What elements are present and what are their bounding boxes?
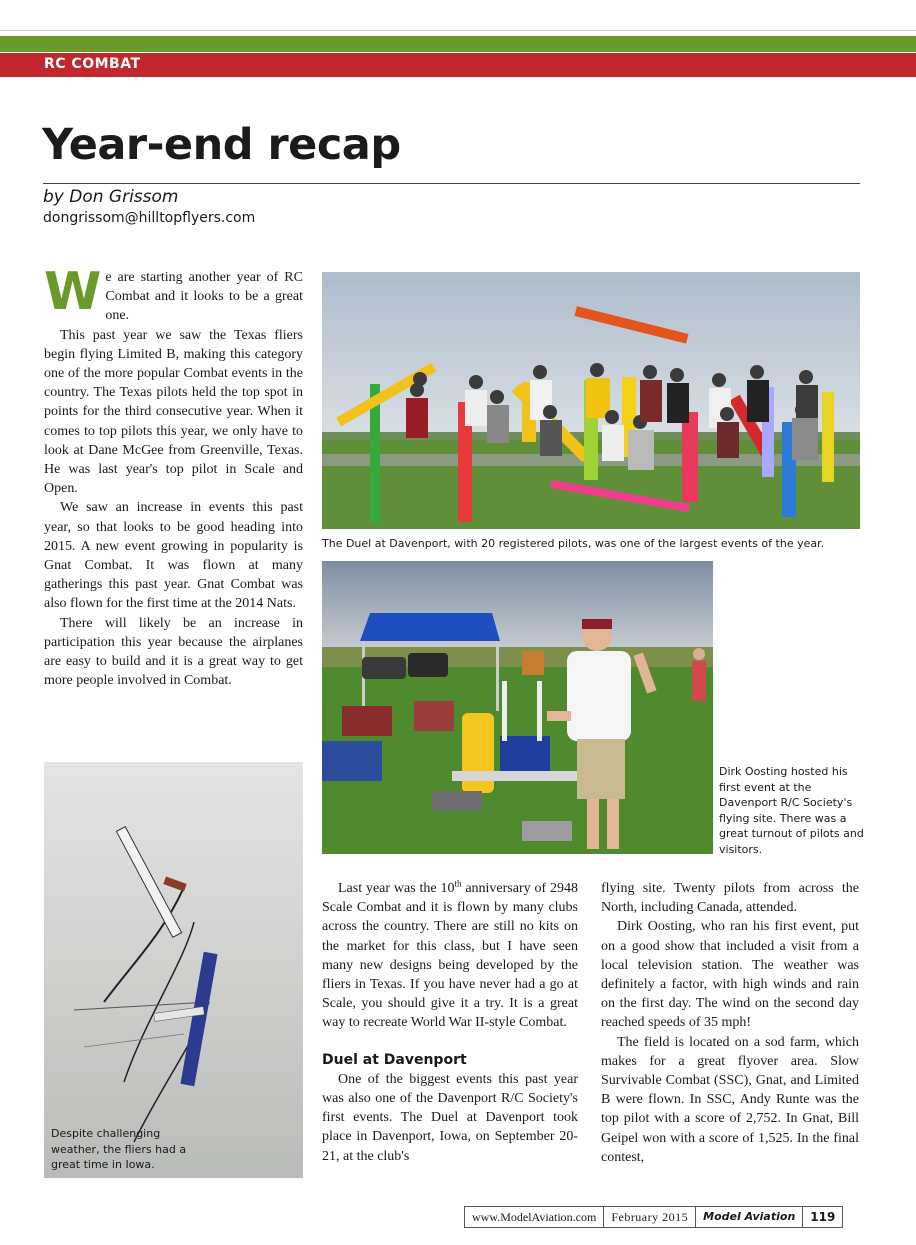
top-rule bbox=[0, 30, 916, 31]
paragraph: The field is located on a sod farm, which makes for a great flyover area. Slow Survivable Combat (SSC), Gnat, and Limited B were flown. In SSC, Andy Runte was the top pilot with a score of 2,752. In Gnat, Bill Geipel won with a score of 1,525. In the final contest, bbox=[601, 1034, 859, 1165]
article-column-3 bbox=[601, 879, 859, 1167]
paragraph: Last year was the 10th anniversary of 2948 Scale Combat and it is flown by many clubs across the country. There are still no kits on the market for this class, but I have seen many new designs being developed by the fliers in Texas. If you have never had a go at Scale, you should give it a try. It is a great way to recreate World War II-style Combat. bbox=[322, 878, 578, 1031]
article-title: Year-end recap bbox=[42, 120, 401, 170]
host-photo-caption: Dirk Oosting hosted his first event at the Davenport R/C Society's flying site. There was a great turnout of pilots and visitors. bbox=[719, 765, 864, 856]
paragraph: flying site. Twenty pilots from across the North, including Canada, attended. bbox=[601, 881, 859, 916]
host-photo bbox=[322, 561, 713, 854]
paragraph: We saw an increase in events this past year, so that looks to be good heading into 2015. A new event growing in popularity is Gnat Combat. It was flown at many gatherings this past year. Gnat Combat was also flown for the first time at the 2014 Nats. bbox=[44, 500, 303, 612]
paragraph: Dirk Oosting, who ran his first event, put on a good show that included a visit from a local television station. The weather was definitely a factor, with high winds and rain on the first day. The wind on the second day reached speeds of 35 mph! bbox=[601, 919, 859, 1031]
title-rule bbox=[43, 183, 860, 184]
dropcap: W bbox=[44, 262, 102, 322]
group-photo-caption: The Duel at Davenport, with 20 registered pilots, was one of the largest events of the year. bbox=[322, 537, 825, 550]
page-number: 119 bbox=[810, 1210, 836, 1224]
article-column-1 bbox=[44, 262, 303, 690]
footer-magazine: Model Aviation bbox=[696, 1207, 803, 1227]
author-email[interactable]: dongrissom@hilltopflyers.com bbox=[43, 210, 256, 226]
section-green-bar bbox=[0, 36, 916, 52]
sky-photo bbox=[44, 762, 303, 1178]
sky-photo-caption: Despite challenging weather, the fliers had a great time in Iowa. bbox=[51, 1127, 187, 1172]
paragraph: This past year we saw the Texas fliers begin flying Limited B, making this category one of the more popular Combat events in the country. The Texas pilots held the top spot in points for the third consecutive year. When it comes to top pilots this year, we only have to look at Dane McGee from Greenville, Texas. He was last year's top pilot in Scale and Open. bbox=[44, 327, 303, 497]
subhead: Duel at Davenport bbox=[322, 1051, 467, 1068]
group-photo bbox=[322, 272, 860, 529]
footer-date: February 2015 bbox=[604, 1207, 696, 1227]
paragraph: There will likely be an increase in participation this year because the airplanes are easy to build and it is a great way to get more people involved in Combat. bbox=[44, 615, 303, 689]
footer-url[interactable]: www.ModelAviation.com bbox=[465, 1207, 604, 1227]
article-column-2 bbox=[322, 879, 578, 1166]
paragraph: One of the biggest events this past year was also one of the Davenport R/C Society's first events. The Duel at Davenport took place in Davenport, Iowa, on September 20-21, at the club's bbox=[322, 1071, 578, 1164]
byline: by Don Grissom bbox=[43, 187, 179, 207]
paragraph: We are starting another year of RC Combat and it looks to be a great one. bbox=[44, 262, 303, 324]
page-footer bbox=[464, 1206, 843, 1228]
section-label: RC COMBAT bbox=[44, 56, 141, 72]
